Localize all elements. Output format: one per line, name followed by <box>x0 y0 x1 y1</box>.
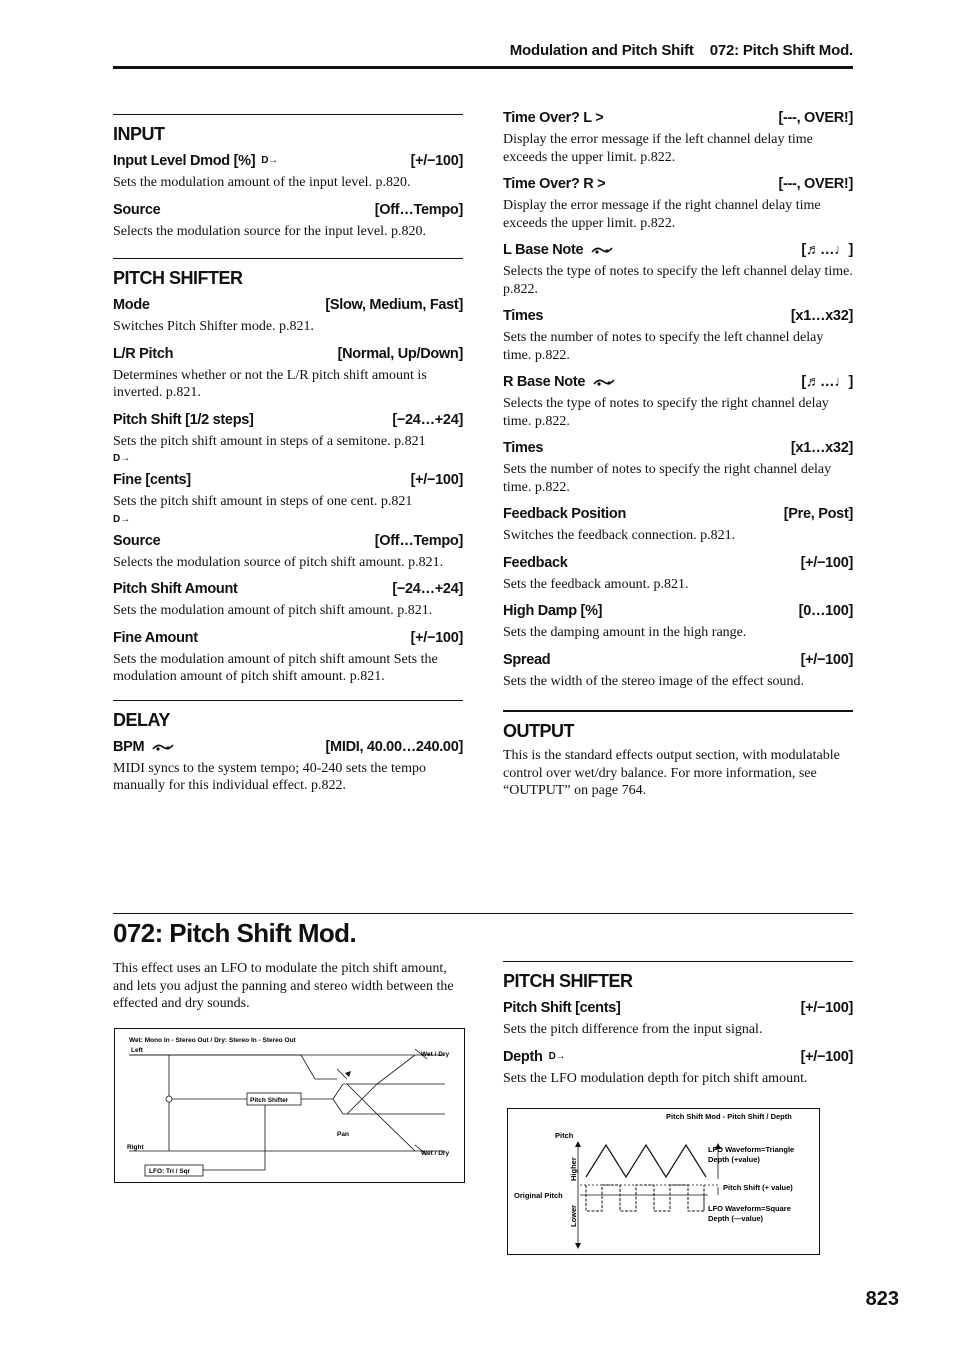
param-desc: Sets the feedback amount. p.821. <box>503 576 689 592</box>
output-desc: This is the standard effects output section, with modulatable control over wet/dry balance. For more information, see “OUTPUT” on page 764. <box>503 748 840 798</box>
param-desc: Selects the modulation source of pitch shift amount. p.821. <box>113 554 444 570</box>
param-l-base-note <box>503 238 853 298</box>
header-rule <box>113 66 853 69</box>
param-name: Pitch Shift [1/2 steps] <box>113 411 254 428</box>
param-name: Source <box>113 532 161 549</box>
param-desc: Switches Pitch Shifter mode. p.821. <box>113 319 315 334</box>
param-range: [+/−100] <box>410 153 463 169</box>
param-desc: Sets the LFO modulation depth for pitch shift amount. <box>503 1070 808 1086</box>
tempo-sync-icon <box>591 245 613 255</box>
param-mode <box>113 293 463 336</box>
param-range: [♬…♩] <box>801 242 853 258</box>
right-label: Right <box>127 1144 144 1151</box>
header-effect: 072: Pitch Shift Mod. <box>709 42 853 59</box>
param-range: [−24…+24] <box>392 581 463 597</box>
param-desc: Sets the modulation amount of the input level. p.820. <box>113 175 411 190</box>
section-title-pitch-shifter: PITCH SHIFTER <box>113 268 243 288</box>
param-range: [Normal, Up/Down] <box>337 345 463 362</box>
original-pitch-label: Original Pitch <box>514 1191 563 1200</box>
param-desc: Determines whether or not the L/R pitch shift amount is inverted. p.821. <box>113 367 427 400</box>
section-title-input: INPUT <box>113 124 165 144</box>
section-divider <box>113 913 853 914</box>
lfo-mod-line <box>203 1105 265 1170</box>
param-range: [---, OVER!] <box>778 110 853 126</box>
param-desc: Sets the number of notes to specify the left channel delay time. p.822. <box>503 330 824 363</box>
param-range: [Off…Tempo] <box>374 201 463 218</box>
param-feedback-position <box>503 502 853 545</box>
higher-label: Higher <box>569 1157 578 1181</box>
param-name: Times <box>503 440 544 456</box>
param-time-over-l <box>503 106 853 166</box>
param-range: [+/−100] <box>800 1048 853 1065</box>
section-rule <box>113 258 463 259</box>
param-range: [+/−100] <box>410 629 463 646</box>
section-rule <box>113 700 463 701</box>
page-number: 823 <box>865 1288 899 1310</box>
tri-label-2: Depth (+value) <box>708 1155 760 1164</box>
param-name: Times <box>503 308 544 324</box>
param-desc: Sets the pitch shift amount in steps of one cent. p.821 <box>113 494 413 509</box>
effect-right-column <box>503 961 853 1093</box>
pitch-axis-label: Pitch <box>555 1131 574 1140</box>
tempo-sync-icon <box>593 377 615 387</box>
param-name: Input Level Dmod [%] <box>113 153 256 169</box>
section-rule <box>113 114 463 115</box>
param-name: Time Over? R > <box>503 176 606 192</box>
pitch-shifter-label: Pitch Shifter <box>250 1097 289 1104</box>
dmod-icon: D→ <box>113 453 131 464</box>
param-times-r <box>503 436 853 496</box>
param-pitch-shift-cents <box>503 996 853 1039</box>
param-desc: Selects the modulation source for the input level. p.820. <box>113 223 426 239</box>
param-time-over-r <box>503 172 853 232</box>
param-pitch-shift <box>113 408 463 469</box>
mixer-node <box>166 1096 172 1102</box>
param-name: Mode <box>113 297 150 313</box>
param-desc: Sets the modulation amount of pitch shift amount Sets the modulation amount of pitch shift amount. p.821. <box>113 651 438 684</box>
block-diagram <box>114 1028 465 1183</box>
param-name: L Base Note <box>503 242 584 258</box>
param-range: [Off…Tempo] <box>374 532 463 549</box>
effect-intro: This effect uses an LFO to modulate the pitch shift amount, and lets you adjust the panning and stereo width between the effected and dry sounds. <box>113 961 454 1011</box>
running-header <box>510 42 853 59</box>
param-desc: Sets the pitch difference from the input signal. <box>503 1022 763 1037</box>
left-column <box>113 114 463 801</box>
param-desc: Sets the width of the stereo image of the effect sound. <box>503 673 805 689</box>
dmod-icon: D→ <box>261 155 278 167</box>
param-desc: Display the error message if the right channel delay time exceeds the upper limit. p.822. <box>503 198 821 231</box>
param-desc: Sets the modulation amount of pitch shift amount. p.821. <box>113 603 433 618</box>
tri-label-1: LFO Waveform=Triangle <box>708 1145 795 1154</box>
effect-title: 072: Pitch Shift Mod. <box>113 918 357 948</box>
param-range: [Pre, Post] <box>783 506 853 522</box>
param-range: [+/−100] <box>800 554 853 571</box>
param-name: Spread <box>503 651 551 668</box>
param-range: [MIDI, 40.00…240.00] <box>325 738 463 755</box>
dmod-icon: D→ <box>548 1050 566 1062</box>
triangle-wave <box>586 1145 706 1177</box>
param-times-l <box>503 304 853 364</box>
param-name: Source <box>113 201 161 218</box>
param-desc: Switches the feedback connection. p.821. <box>503 528 736 543</box>
param-name: High Damp [%] <box>503 603 603 619</box>
param-name: Time Over? L > <box>503 110 604 126</box>
param-range: [x1…x32] <box>790 308 853 324</box>
wave-title: Pitch Shift Mod - Pitch Shift / Depth <box>666 1112 792 1121</box>
param-bpm <box>113 735 463 795</box>
param-depth <box>503 1045 853 1088</box>
param-range: [+/−100] <box>800 1000 853 1016</box>
param-range: [0…100] <box>798 603 853 619</box>
param-input-level-dmod <box>113 149 463 192</box>
param-fine-amount <box>113 626 463 686</box>
square-wave <box>586 1185 704 1211</box>
param-name: L/R Pitch <box>113 345 174 362</box>
param-name: Depth <box>503 1048 543 1065</box>
param-name: Feedback Position <box>503 506 627 522</box>
param-range: [Slow, Medium, Fast] <box>325 297 463 313</box>
param-name: R Base Note <box>503 374 586 390</box>
section-rule <box>503 961 853 962</box>
param-desc: Sets the number of notes to specify the right channel delay time. p.822. <box>503 462 832 495</box>
param-high-damp <box>503 599 853 642</box>
param-desc: Selects the type of notes to specify the left channel delay time. p.822. <box>503 264 853 297</box>
section-title-delay: DELAY <box>113 709 170 730</box>
param-desc: Selects the type of notes to specify the right channel delay time. p.822. <box>503 396 829 429</box>
waveform-diagram <box>507 1108 820 1255</box>
sqr-label-2: Depth (—value) <box>708 1214 764 1223</box>
param-source <box>113 198 463 241</box>
param-range: [x1…x32] <box>790 440 853 456</box>
param-range: [−24…+24] <box>392 411 463 428</box>
tempo-sync-icon <box>152 742 174 752</box>
param-range: [♬…♩] <box>801 374 853 390</box>
left-label: Left <box>131 1047 143 1054</box>
header-section: Modulation and Pitch Shift <box>509 42 694 59</box>
param-pitch-shift-amount <box>113 577 463 620</box>
param-name: Pitch Shift Amount <box>113 581 238 597</box>
param-name: Fine Amount <box>113 629 198 646</box>
section-rule <box>503 710 853 712</box>
lfo-label: LFO: Tri / Sqr <box>149 1168 191 1175</box>
wet-dry-top-label: Wet / Dry <box>421 1051 450 1058</box>
param-range: [+/−100] <box>800 651 853 668</box>
dmod-icon: D→ <box>113 513 131 525</box>
pan-label: Pan <box>337 1131 349 1138</box>
param-desc: Display the error message if the left channel delay time exceeds the upper limit. p.822. <box>503 132 813 165</box>
param-source-2 <box>113 529 463 572</box>
param-range: [+/−100] <box>410 472 463 488</box>
param-desc: MIDI syncs to the system tempo; 40-240 sets the tempo manually for this individual effect. p.822. <box>113 760 427 793</box>
section-title-pitch-shifter-2: PITCH SHIFTER <box>503 971 633 991</box>
shift-label: Pitch Shift (+ value) <box>723 1183 793 1192</box>
param-desc: Sets the pitch shift amount in steps of a semitone. p.821 <box>113 433 426 449</box>
param-name: Fine [cents] <box>113 472 191 488</box>
param-name: Pitch Shift [cents] <box>503 1000 621 1016</box>
param-r-base-note <box>503 370 853 430</box>
param-spread <box>503 648 853 691</box>
pan-crossover <box>347 1084 377 1114</box>
section-title-output: OUTPUT <box>503 721 574 741</box>
wet-dry-bottom-label: Wet / Dry <box>421 1150 450 1157</box>
param-fine <box>113 468 463 529</box>
param-lr-pitch <box>113 342 463 402</box>
param-name: Feedback <box>503 554 568 571</box>
param-range: [---, OVER!] <box>778 176 853 192</box>
param-desc: Sets the damping amount in the high range. <box>503 625 747 640</box>
lower-label: Lower <box>569 1204 578 1227</box>
param-feedback <box>503 551 853 594</box>
sqr-label-1: LFO Waveform=Square <box>708 1204 791 1213</box>
right-column <box>503 106 853 800</box>
param-name: BPM <box>113 738 145 755</box>
diagram-caption: Wet: Mono In - Stereo Out / Dry: Stereo In - Stereo Out <box>129 1037 296 1044</box>
